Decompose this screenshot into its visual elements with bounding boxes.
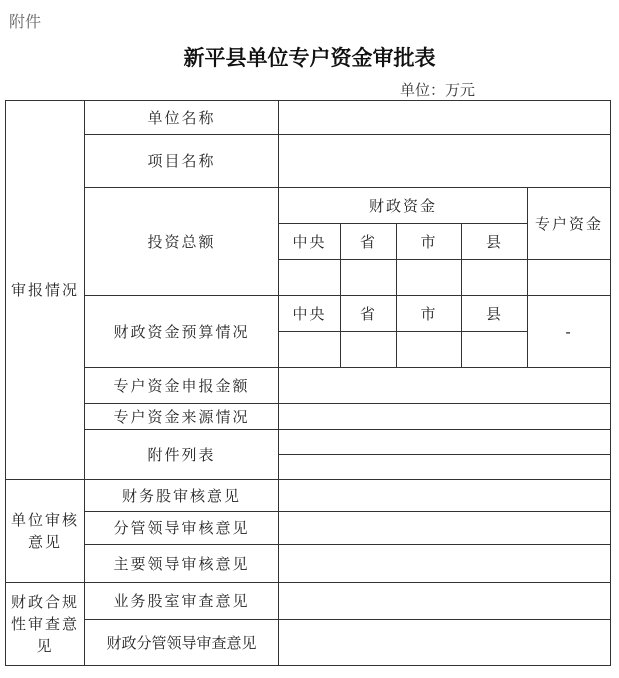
budget-level-central: 中央 — [279, 296, 341, 332]
label-attachments: 附件列表 — [85, 430, 279, 480]
value-leader-in-charge-opinion[interactable] — [279, 512, 611, 545]
label-special-source: 专户资金来源情况 — [85, 404, 279, 430]
row-finance-section-opinion — [6, 480, 611, 512]
level-city: 市 — [397, 224, 462, 260]
value-budget-county[interactable] — [462, 332, 528, 368]
label-business-office-opinion: 业务股室审查意见 — [85, 583, 279, 620]
header-fiscal-funds: 财政资金 — [279, 188, 528, 224]
value-attachments-1[interactable] — [279, 430, 611, 455]
row-business-office-opinion — [6, 583, 611, 620]
label-special-declared: 专户资金申报金额 — [85, 368, 279, 404]
page-title: 新平县单位专户资金审批表 — [183, 45, 436, 70]
budget-level-county: 县 — [462, 296, 528, 332]
label-project-name: 项目名称 — [85, 135, 279, 188]
value-main-leader-opinion[interactable] — [279, 545, 611, 583]
row-unit-name — [6, 101, 611, 135]
value-special-source[interactable] — [279, 404, 611, 430]
row-budget-levels — [6, 296, 611, 332]
section-finance-review: 财政合规性审查意见 — [6, 583, 85, 666]
row-leader-in-charge-opinion — [6, 512, 611, 545]
value-investment-special[interactable] — [528, 260, 611, 296]
section-declaration: 审报情况 — [6, 101, 85, 480]
level-county: 县 — [462, 224, 528, 260]
value-budget-city[interactable] — [397, 332, 462, 368]
unit-label: 单位：万元 — [400, 81, 476, 99]
label-finance-leader-opinion: 财政分管领导审查意见 — [85, 620, 279, 666]
row-main-leader-opinion — [6, 545, 611, 583]
row-investment-header — [6, 188, 611, 224]
budget-level-province: 省 — [341, 296, 397, 332]
value-budget-province[interactable] — [341, 332, 397, 368]
label-fiscal-budget: 财政资金预算情况 — [85, 296, 279, 368]
value-attachments-2[interactable] — [279, 455, 611, 480]
label-total-investment: 投资总额 — [85, 188, 279, 296]
value-finance-leader-opinion[interactable] — [279, 620, 611, 666]
row-finance-leader-opinion — [6, 620, 611, 666]
value-investment-central[interactable] — [279, 260, 341, 296]
row-special-declared — [6, 368, 611, 404]
label-unit-name: 单位名称 — [85, 101, 279, 135]
section-unit-review: 单位审核意见 — [6, 480, 85, 583]
level-province: 省 — [341, 224, 397, 260]
value-unit-name[interactable] — [279, 101, 611, 135]
approval-form-table — [5, 100, 611, 666]
value-investment-city[interactable] — [397, 260, 462, 296]
level-central: 中央 — [279, 224, 341, 260]
value-finance-section-opinion[interactable] — [279, 480, 611, 512]
row-attachments-1 — [6, 430, 611, 455]
row-special-source — [6, 404, 611, 430]
header-special-funds: 专户资金 — [528, 188, 611, 260]
value-budget-special[interactable]: - — [528, 296, 611, 368]
row-project-name — [6, 135, 611, 188]
label-leader-in-charge-opinion: 分管领导审核意见 — [85, 512, 279, 545]
label-main-leader-opinion: 主要领导审核意见 — [85, 545, 279, 583]
budget-level-city: 市 — [397, 296, 462, 332]
value-special-declared[interactable] — [279, 368, 611, 404]
label-finance-section-opinion: 财务股审核意见 — [85, 480, 279, 512]
value-investment-province[interactable] — [341, 260, 397, 296]
attachment-label: 附件 — [9, 12, 42, 31]
value-business-office-opinion[interactable] — [279, 583, 611, 620]
value-budget-central[interactable] — [279, 332, 341, 368]
value-investment-county[interactable] — [462, 260, 528, 296]
value-project-name[interactable] — [279, 135, 611, 188]
